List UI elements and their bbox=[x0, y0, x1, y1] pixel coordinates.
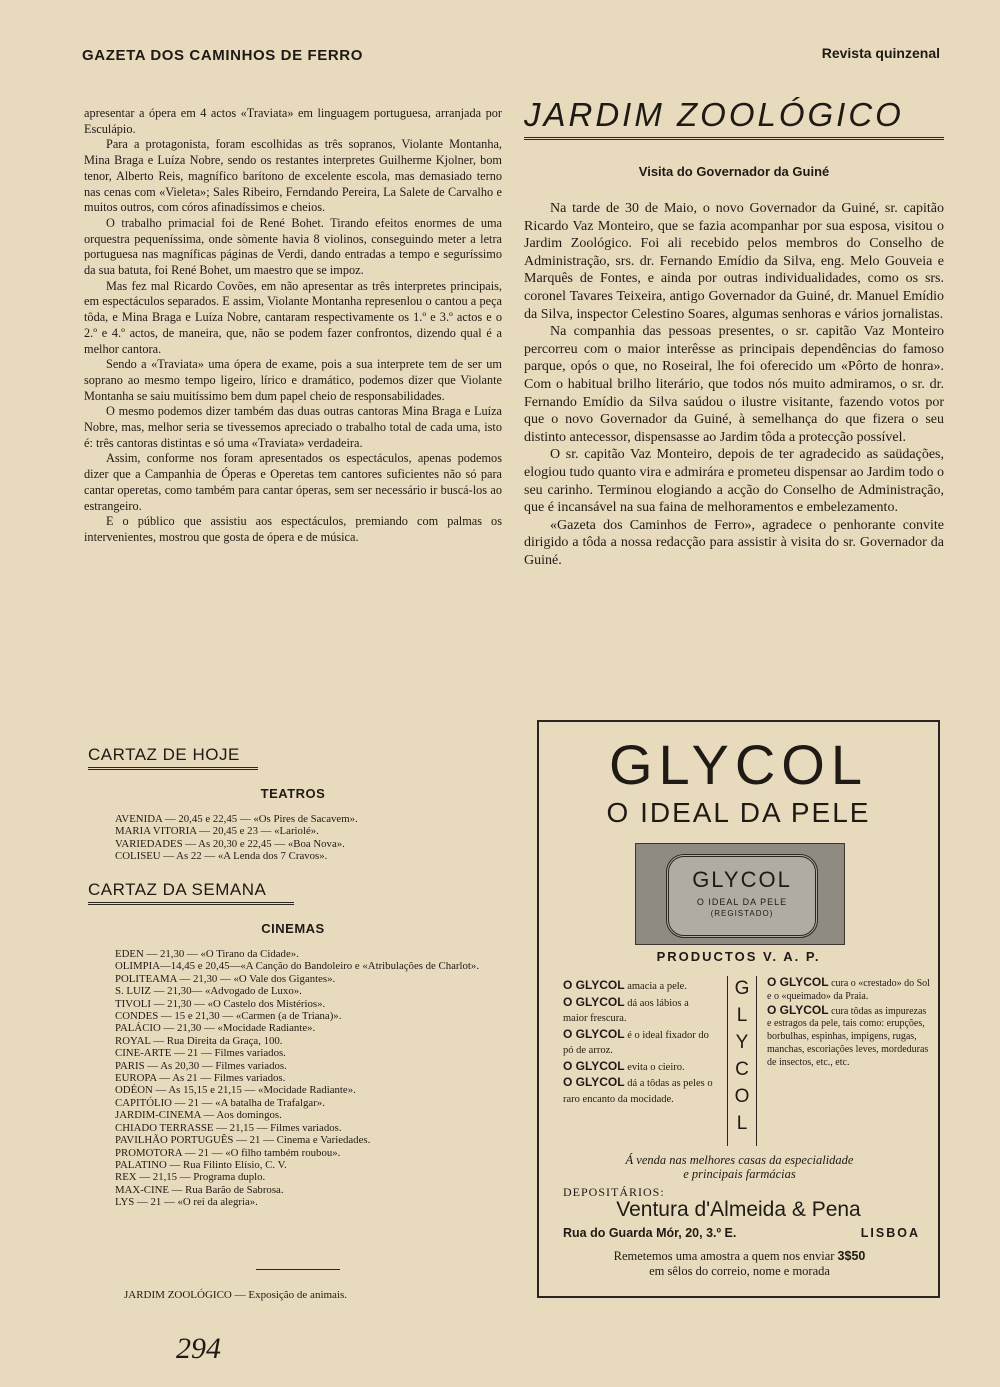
divider bbox=[256, 1269, 340, 1270]
list-item: PALATINO — Rua Filinto Elísio, C. V. bbox=[115, 1158, 287, 1171]
benefit-item: O GLYCOL cura tôdas as impurezas e estragos da pele, tais como: erupções, borbulhas, espinhas, impigens, rugas, manchas, escoriações leves, mordeduras de insectos, etc., etc. bbox=[767, 1002, 929, 1068]
list-item: OLIMPIA—14,45 e 20,45—«A Canção do Bandoleiro e «Atribulações de Charlot». bbox=[115, 960, 480, 973]
list-item: REX — 21,15 — Programa duplo. bbox=[115, 1171, 266, 1184]
benefit-item: O GLYCOL evita o cieiro. bbox=[563, 1058, 685, 1073]
advert-title: GLYCOL bbox=[608, 733, 869, 796]
list-item: LYS — 21 — «O rei da alegria». bbox=[115, 1196, 258, 1209]
letter: Y bbox=[735, 1032, 749, 1053]
sale-notice bbox=[557, 1153, 922, 1181]
logo-frame bbox=[666, 854, 818, 938]
journal-title: GAZETA DOS CAMINHOS DE FERRO bbox=[82, 47, 363, 64]
sale-line: Á venda nas melhores casas da especialidade bbox=[625, 1153, 854, 1167]
benefit-item: O GLYCOL dá a tôdas as peles o raro encanto da mocidade. bbox=[563, 1075, 713, 1105]
list-item: S. LUIZ — 21,30— «Advogado de Luxo». bbox=[115, 985, 302, 998]
list-item: ODÉON — As 15,15 e 21,15 — «Mocidade Radiante». bbox=[115, 1084, 356, 1097]
right-paragraph: Na tarde de 30 de Maio, o novo Governador da Guiné, sr. capitão Ricardo Vaz Monteiro, que se fazia acompanhar por sua esposa, visitou o Jardim Zoológico. Foi ali recebido pelos membros do Conselho de Administração, srs. dr. Fernando Emídio da Silva, eng. Melo Gouveia e Marquês de Fontes, e ainda por outras individualidades, como os srs. coronel Tavares Teixeira, antigo Governador da Guiné, dr. Manuel Emídio da Silva, inspector Celestino Soares, algumas senhoras e vários jornalistas. bbox=[524, 201, 944, 322]
letter: L bbox=[736, 1005, 748, 1026]
left-article bbox=[84, 106, 502, 546]
teatros-heading: TEATROS bbox=[260, 786, 326, 801]
left-paragraph: E o público que assistiu aos espectáculos, premiando com palmas os intervenientes, mostrou que gosta de ópera e de música. bbox=[84, 514, 502, 544]
cartaz-semana-heading: CARTAZ DA SEMANA bbox=[88, 880, 294, 905]
list-item: CHIADO TERRASSE — 21,15 — Filmes variados. bbox=[115, 1121, 342, 1134]
list-item: COLISEU — As 22 — «A Lenda dos 7 Cravos». bbox=[115, 850, 328, 863]
list-item: MAX-CINE — Rua Barão de Sabrosa. bbox=[115, 1183, 284, 1196]
list-item: EUROPA — As 21 — Filmes variados. bbox=[115, 1072, 286, 1085]
products-line: PRODUCTOS V. A. P. bbox=[656, 949, 821, 964]
letter: C bbox=[735, 1059, 749, 1080]
list-item: EDEN — 21,30 — «O Tirano da Cidade». bbox=[115, 948, 299, 960]
right-paragraph: «Gazeta dos Caminhos de Ferro», agradece o penhorante convite dirigido a tôda a nossa redacção para assistir à visita do sr. Governador da Guiné. bbox=[524, 517, 944, 568]
list-item: PAVILHÃO PORTUGUÊS — 21 — Cinema e Variedades. bbox=[115, 1134, 371, 1147]
list-item: PALÁCIO — 21,30 — «Mocidade Radiante». bbox=[115, 1022, 316, 1035]
logo-registered: (REGISTADO) bbox=[710, 909, 774, 918]
list-item: PARIS — As 20,30 — Filmes variados. bbox=[115, 1059, 287, 1072]
left-paragraph: Para a protagonista, foram escolhidas as três sopranos, Violante Montanha, Mina Braga e Luíza Nobre, sendo os restantes interpretes Guilherme Kjolner, bom tenor, Alberto Reis, magnífico barítono de excelente escola, mas demasiado terno nas cenas com «Vieleta»; Sales Ribeiro, Ferndando Pereira, La Salete de Carvalho e muitos outros, com córos afinadíssimos e cheios. bbox=[84, 137, 502, 215]
right-paragraph: Na companhia das pessoas presentes, o sr. capitão Vaz Monteiro percorreu com o maior interêsse as principais dependências do famoso parque, opós o que, no Roseiral, lhe foi oferecido um «Pôrto de honra». Com o habitual brilho literário, que todos nós muito admiramos, o sr. dr. Fernando Emídio da Silva saúdou o ilustre visitante, fazendo votos por que o novo Governador da Guiné, à semelhança do que fizera o seu distinto antecessor, dispensasse ao Jardim tôda a protecção possível. bbox=[524, 324, 944, 445]
list-item: MARIA VITORIA — 20,45 e 23 — «Lariolé». bbox=[115, 825, 319, 838]
list-item: VARIEDADES — As 20,30 e 22,45 — «Boa Nova». bbox=[115, 837, 345, 850]
article-title: JARDIM ZOOLÓGICO bbox=[524, 96, 944, 140]
list-item: POLITEAMA — 21,30 — «O Vale dos Gigantes». bbox=[115, 972, 336, 985]
sale-line: e principais farmácias bbox=[683, 1167, 796, 1181]
page-number: 294 bbox=[176, 1332, 221, 1365]
left-paragraph: Sendo a «Traviata» uma ópera de exame, pois a sua interprete tem de ser um soprano ao mesmo tempo ligeiro, lírico e dramático, podemos dizer que Violante Montanha se saiu muitíssimo bem dum papel cheio de responsabilidades. bbox=[84, 357, 502, 403]
depositarios-label: DEPOSITÁRIOS: bbox=[563, 1185, 665, 1199]
list-item: PROMOTORA — 21 — «O filho também roubou». bbox=[115, 1146, 341, 1159]
left-paragraph: O trabalho primacial foi de René Bohet. Tirando efeitos enormes de uma orquestra pequeníssima, onde sòmente havia 8 violinos, conseguindo meter a letra portuguesa nas magníficas páginas de Verdi, dando entradas a tempo e seguríssimo da sua batuta, foi René Bohet, um maestro que se impoz. bbox=[84, 215, 502, 278]
benefits-right bbox=[767, 976, 932, 1070]
cinemas-list bbox=[115, 948, 507, 1209]
letter: G bbox=[734, 978, 750, 999]
benefit-item: O GLYCOL cura o «crestado» do Sol e o «queimado» da Praia. bbox=[767, 975, 930, 1002]
zoo-listing: JARDIM ZOOLÓGICO — Exposição de animais. bbox=[124, 1289, 348, 1301]
teatros-list bbox=[115, 813, 515, 863]
benefits-left bbox=[563, 978, 715, 1107]
left-paragraph: apresentar a ópera em 4 actos «Traviata» em linguagem portuguesa, arranjada por Esculápio. bbox=[84, 106, 502, 136]
cinemas-heading: CINEMAS bbox=[261, 921, 325, 936]
product-logo-image bbox=[635, 843, 845, 945]
benefit-item: O GLYCOL amacia a pele. bbox=[563, 978, 687, 992]
article-subtitle: Visita do Governador da Guiné bbox=[638, 164, 830, 179]
company-address: Rua do Guarda Mór, 20, 3.º E. bbox=[563, 1226, 737, 1240]
sample-price: 3$50 bbox=[837, 1249, 866, 1263]
vertical-brand-letters bbox=[727, 976, 757, 1146]
letter: L bbox=[736, 1113, 748, 1134]
left-paragraph: Assim, conforme nos foram apresentados os espectáculos, apenas podemos dizer que a Campanhia de Óperas e Operetas tem cantores suficientes não só para cantar operetas, como também para cantar óperas, sem ser necessário ir buscá-los ao estrangeiro. bbox=[84, 451, 502, 513]
list-item: TIVOLI — 21,30 — «O Castelo dos Mistérios». bbox=[115, 997, 326, 1010]
list-item: JARDIM-CINEMA — Aos domingos. bbox=[115, 1109, 282, 1122]
list-item: CINE-ARTE — 21 — Filmes variados. bbox=[115, 1047, 286, 1060]
sample-line: em sêlos do correio, nome e morada bbox=[649, 1264, 830, 1278]
list-item: ROYAL — Rua Direita da Graça, 100. bbox=[115, 1034, 283, 1047]
list-item: CONDES — 15 e 21,30 — «Carmen (a de Triana)». bbox=[115, 1010, 342, 1023]
list-item: AVENIDA — 20,45 e 22,45 — «Os Pires de Sacavem». bbox=[115, 813, 358, 825]
cartaz-hoje-heading: CARTAZ DE HOJE bbox=[88, 745, 258, 770]
company-city: LISBOA bbox=[860, 1226, 920, 1240]
list-item: CAPITÓLIO — 21 — «A batalha de Trafalgar». bbox=[115, 1096, 325, 1109]
logo-tagline: O IDEAL DA PELE bbox=[696, 897, 788, 907]
sample-offer bbox=[553, 1249, 926, 1279]
letter: O bbox=[734, 1086, 750, 1107]
journal-subtitle: Revista quinzenal bbox=[821, 45, 940, 61]
left-paragraph: O mesmo podemos dizer também das duas outras cantoras Mina Braga e Luíza Nobre, mas, melhor seria se tivessemos apreciado o trabalho total de cada uma, isto é: três cantoras distintas e só uma «Traviata» verdadeira. bbox=[84, 404, 502, 450]
logo-brand: GLYCOL bbox=[692, 867, 792, 892]
sample-text: Remetemos uma amostra a quem nos enviar bbox=[613, 1249, 838, 1263]
left-paragraph: Mas fez mal Ricardo Covões, em não apresentar as três interpretes principais, em espectáculos separados. E assim, Violante Montanha represenlou o cantou a peça tôda, e Mina Braga e Luíza Nobre, cantaram respectivamente os 1.º e 3.º actos e o 2.º e 4.º actos, de maneira, que, não se podem fazer confrontos, dizendo qual é a melhor cantora. bbox=[84, 278, 502, 356]
right-article bbox=[524, 200, 944, 569]
advert-subtitle: O IDEAL DA PELE bbox=[606, 797, 871, 828]
glycol-advert bbox=[537, 720, 940, 1298]
company-name: Ventura d'Almeida & Pena bbox=[616, 1198, 861, 1221]
benefit-item: O GLYCOL dá aos lábios a maior frescura. bbox=[563, 994, 689, 1024]
right-paragraph: O sr. capitão Vaz Monteiro, depois de ter agradecido as saüdações, elogiou tudo quanto vira e admirára e prometeu dispensar ao Jardim todo o seu carinho. Terminou elogiando a acção do Conselho de Administração, que é incansável na sua faina de melhoramentos e embelezamento. bbox=[524, 447, 944, 516]
benefit-item: O GLYCOL é o ideal fixador do pó de arroz. bbox=[563, 1026, 709, 1056]
